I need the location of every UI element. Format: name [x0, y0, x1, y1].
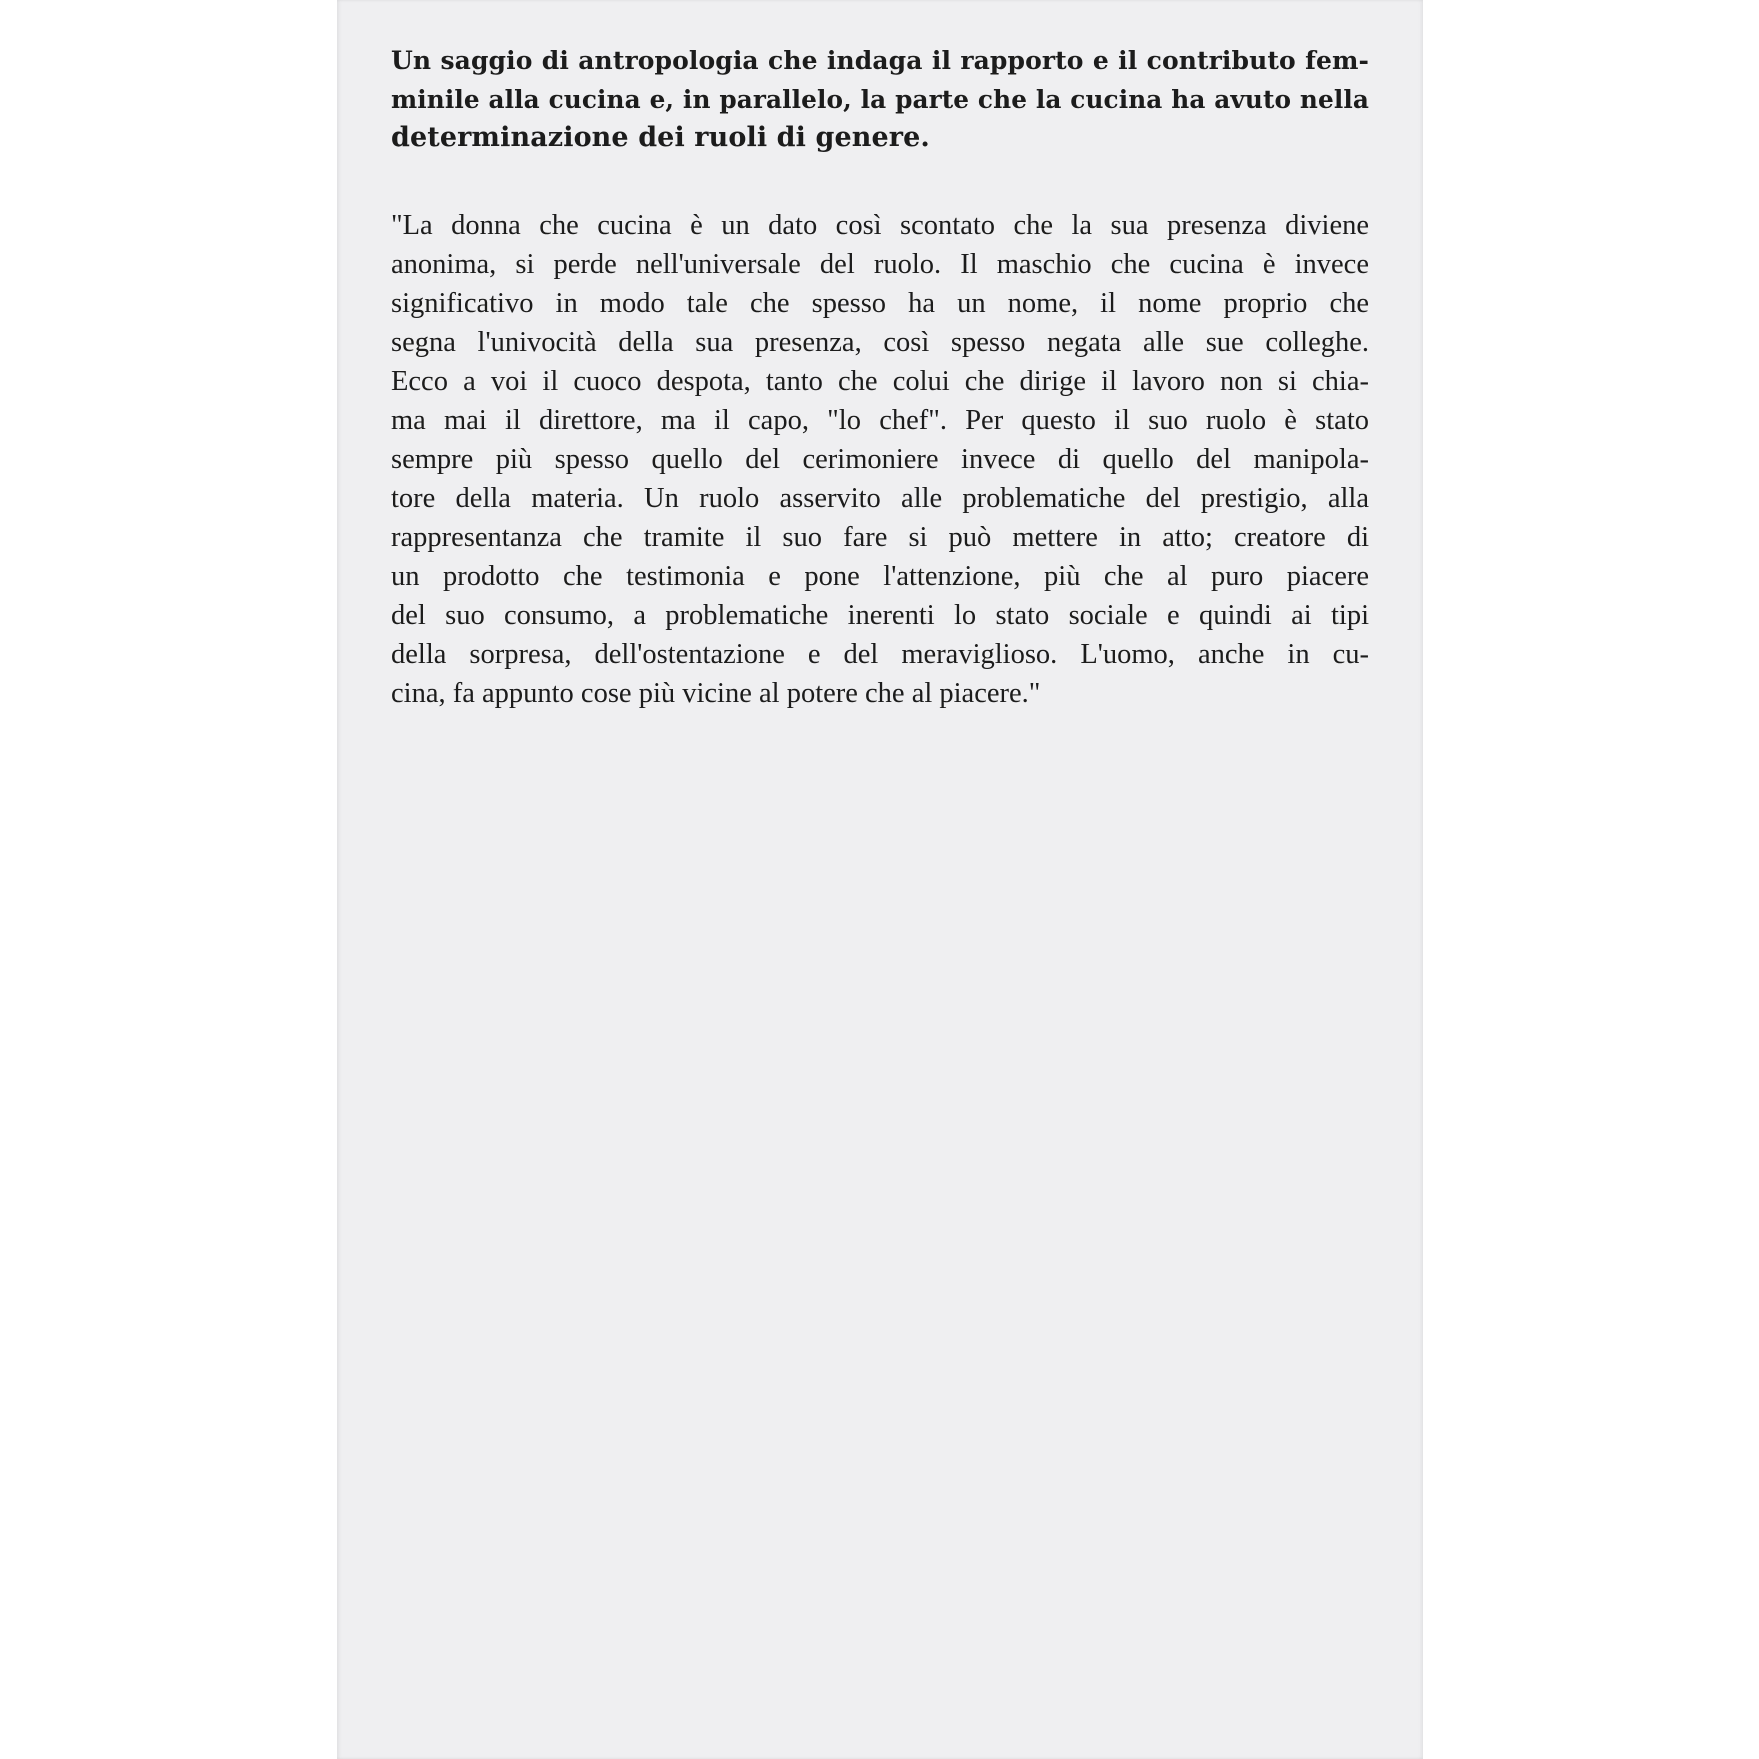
quote-line: anonima, si perde nell'universale del ruolo. Il maschio che cucina è invece: [391, 248, 1369, 280]
quote-line: del suo consumo, a problematiche inerenti lo stato sociale e quindi ai tipi: [391, 599, 1369, 631]
quote-line: Ecco a voi il cuoco despota, tanto che colui che dirige il lavoro non si chia-: [391, 365, 1369, 397]
quote-line: sempre più spesso quello del cerimoniere invece di quello del manipola-: [391, 443, 1369, 475]
cover-text: [391, 42, 1369, 713]
quote-line: rappresentanza che tramite il suo fare si può mettere in atto; creatore di: [391, 521, 1369, 553]
quote-paragraph: [391, 206, 1369, 713]
quote-line: ma mai il direttore, ma il capo, "lo chef". Per questo il suo ruolo è stato: [391, 404, 1369, 436]
quote-line: un prodotto che testimonia e pone l'attenzione, più che al puro piacere: [391, 560, 1369, 592]
book-back-cover: [337, 0, 1423, 1759]
quote-line: segna l'univocità della sua presenza, così spesso negata alle sue colleghe.: [391, 326, 1369, 358]
quote-line: significativo in modo tale che spesso ha un nome, il nome proprio che: [391, 287, 1369, 319]
quote-line: cina, fa appunto cose più vicine al potere che al piacere.": [391, 677, 1041, 709]
quote-line: tore della materia. Un ruolo asservito alle problematiche del prestigio, alla: [391, 482, 1369, 514]
quote-line: "La donna che cucina è un dato così scontato che la sua presenza diviene: [391, 209, 1369, 241]
abstract-line: Un saggio di antropologia che indaga il rapporto e il contributo fem-: [391, 46, 1369, 75]
abstract-line: determinazione dei ruoli di genere.: [391, 122, 930, 153]
quote-line: della sorpresa, dell'ostentazione e del meraviglioso. L'uomo, anche in cu-: [391, 638, 1369, 670]
abstract-line: minile alla cucina e, in parallelo, la parte che la cucina ha avuto nella: [391, 84, 1369, 114]
abstract-paragraph: [391, 42, 1369, 158]
